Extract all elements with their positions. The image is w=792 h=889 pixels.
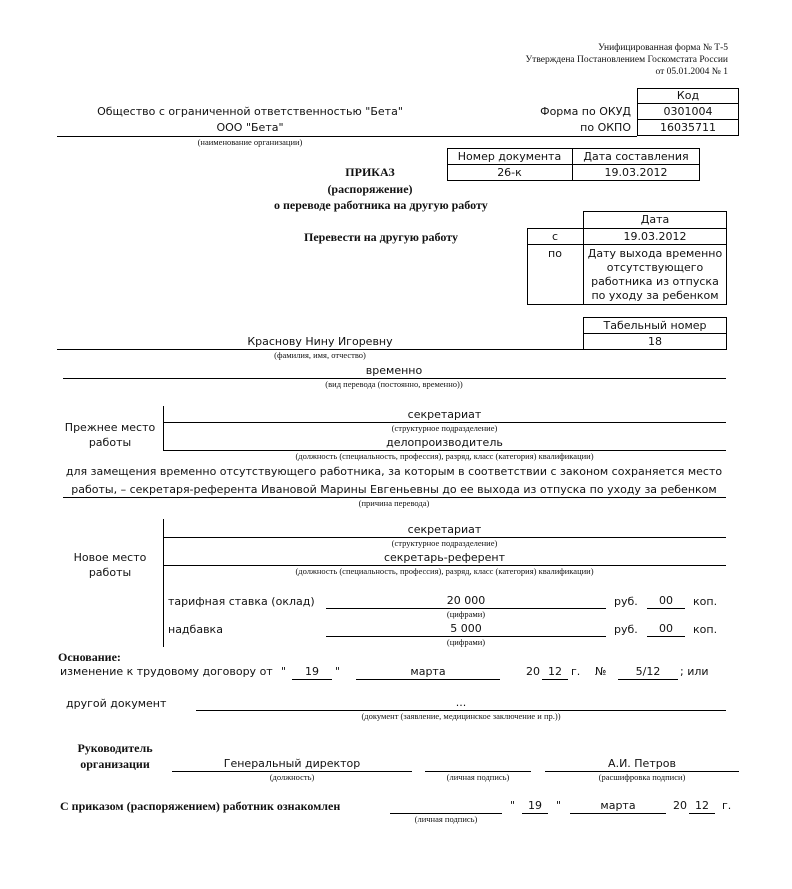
transfer-to-label: по <box>548 247 562 260</box>
transfer-to-line-2: отсутствующего <box>606 261 704 274</box>
new-position-caption: (должность (специальность, профессия), разряд, класс (категория) квалификации) <box>295 566 594 576</box>
acknowledge-year: 12 <box>695 799 709 812</box>
rate-rub: руб. <box>614 595 638 608</box>
transfer-type: временно <box>365 364 423 377</box>
acknowledge-month: марта <box>600 799 636 812</box>
document-topic: о переводе работника на другую работу <box>274 198 488 212</box>
document-subtitle: (распоряжение) <box>327 182 413 196</box>
bonus-kop-value: 00 <box>659 622 673 635</box>
head-position: Генеральный директор <box>223 757 361 770</box>
basis-number-sign: № <box>595 665 607 678</box>
bonus-kop: коп. <box>693 623 718 636</box>
new-department: секретариат <box>407 523 482 536</box>
document-date-header: Дата составления <box>583 150 689 163</box>
reason-line-1: для замещения временно отсутствующего работника, за которым в соответствии с законом сохраняется место <box>65 465 723 478</box>
transfer-from-label: с <box>551 230 559 243</box>
basis-year: 12 <box>548 665 562 678</box>
previous-position-caption: (должность (специальность, профессия), разряд, класс (категория) квалификации) <box>295 451 594 461</box>
form-line-2: Утверждена Постановлением Госкомстата России <box>525 55 728 65</box>
organization-caption: (наименование организации) <box>197 137 303 147</box>
bonus-digits-caption: (цифрами) <box>446 637 486 647</box>
rate-digits-caption: (цифрами) <box>446 609 486 619</box>
document-number-header: Номер документа <box>457 150 562 163</box>
new-label-line-2: работы <box>88 566 132 579</box>
basis-contract-label: изменение к трудовому договору от <box>60 665 273 678</box>
previous-position: делопроизводитель <box>386 436 503 449</box>
head-name-caption: (расшифровка подписи) <box>598 772 686 782</box>
organization-short-name: ООО "Бета" <box>216 121 284 134</box>
rate-label: тарифная ставка (оклад) <box>168 595 315 608</box>
employee-name: Краснову Нину Игоревну <box>247 335 393 348</box>
previous-department: секретариат <box>407 408 482 421</box>
tab-number-header: Табельный номер <box>603 319 707 332</box>
code-header: Код <box>676 89 700 102</box>
transfer-to-line-1: Дату выхода временно <box>587 247 723 260</box>
basis-quote-close: " <box>335 665 341 678</box>
new-label-line-1: Новое место <box>73 551 147 564</box>
okpo-label: по ОКПО <box>580 121 631 134</box>
basis-number: 5/12 <box>635 665 661 678</box>
basis-year-suffix: г. <box>571 665 581 678</box>
acknowledge-quote-close: " <box>556 799 562 812</box>
basis-or: ; или <box>680 665 709 678</box>
transfer-from-date: 19.03.2012 <box>623 230 687 243</box>
head-label-line-2: организации <box>80 757 150 771</box>
head-label-line-1: Руководитель <box>77 741 153 755</box>
basis-year-prefix: 20 <box>526 665 540 678</box>
transfer-date-header: Дата <box>640 213 670 226</box>
new-department-caption: (структурное подразделение) <box>391 538 498 548</box>
reason-line-2: работы, – секретаря-референта Ивановой Марины Евгеньевны до ее выхода из отпуска по уходу за ребенком <box>71 483 717 496</box>
other-document-label: другой документ <box>66 697 167 710</box>
reason-caption: (причина перевода) <box>358 498 430 508</box>
rate-value: 20 000 <box>446 594 486 607</box>
acknowledge-day: 19 <box>528 799 542 812</box>
form-line-3: от 05.01.2004 № 1 <box>655 67 728 77</box>
previous-department-caption: (структурное подразделение) <box>391 423 498 433</box>
head-position-caption: (должность) <box>269 772 315 782</box>
bonus-value: 5 000 <box>450 622 482 635</box>
head-name: А.И. Петров <box>608 757 676 770</box>
transfer-type-caption: (вид перевода (постоянно, временно)) <box>325 379 463 389</box>
new-position: секретарь-референт <box>383 551 506 564</box>
acknowledge-sign-caption: (личная подпись) <box>414 814 478 824</box>
bonus-label: надбавка <box>168 623 223 636</box>
basis-day: 19 <box>305 665 319 678</box>
acknowledge-year-prefix: 20 <box>673 799 687 812</box>
other-document-caption: (документ (заявление, медицинское заключение и пр.)) <box>361 711 561 721</box>
basis-heading: Основание: <box>58 650 121 664</box>
okud-value: 0301004 <box>663 105 713 118</box>
organization-full-name: Общество с ограниченной ответственностью "Бета" <box>97 105 403 118</box>
rate-kop-value: 00 <box>659 594 673 607</box>
acknowledge-year-suffix: г. <box>722 799 732 812</box>
document-date: 19.03.2012 <box>604 166 668 179</box>
tab-number-value: 18 <box>648 335 662 348</box>
head-sign-caption: (личная подпись) <box>446 772 510 782</box>
basis-month: марта <box>410 665 446 678</box>
previous-label-line-1: Прежнее место <box>64 421 156 434</box>
previous-label-line-2: работы <box>88 436 132 449</box>
rate-kop: коп. <box>693 595 718 608</box>
basis-quote-open: " <box>281 665 287 678</box>
other-document-value: ... <box>455 696 467 709</box>
transfer-to-line-3: работника из отпуска <box>591 275 719 288</box>
transfer-heading: Перевести на другую работу <box>304 230 458 244</box>
document-title: ПРИКАЗ <box>345 165 395 179</box>
document-number: 26-к <box>497 166 522 179</box>
acknowledge-quote-open: " <box>510 799 516 812</box>
transfer-to-line-4: по уходу за ребенком <box>591 289 719 302</box>
employee-name-caption: (фамилия, имя, отчество) <box>274 350 366 360</box>
acknowledge-label: С приказом (распоряжением) работник ознакомлен <box>60 799 341 813</box>
okud-label: Форма по ОКУД <box>540 105 631 118</box>
bonus-rub: руб. <box>614 623 638 636</box>
form-line-1: Унифицированная форма № Т-5 <box>598 43 728 53</box>
okpo-value: 16035711 <box>660 121 716 134</box>
